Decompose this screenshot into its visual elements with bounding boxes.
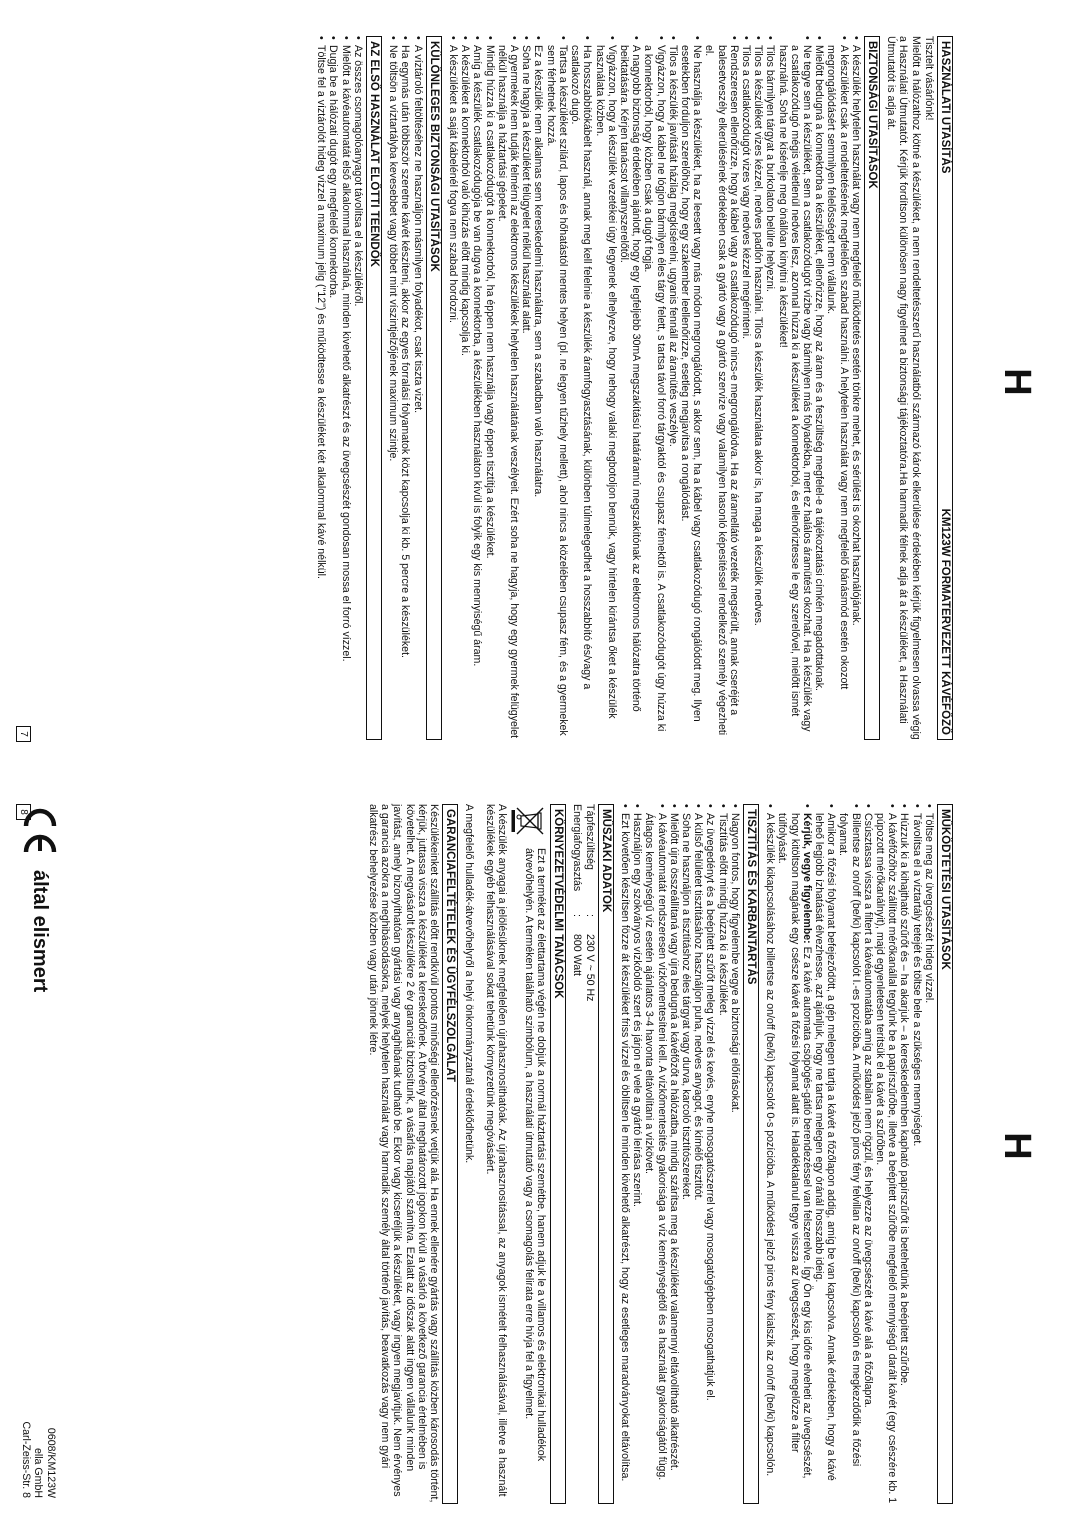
list-item: • A víztároló feltöltéséhez ne használjon másmilyen folyadékot, csak tiszta vizet. bbox=[411, 36, 423, 740]
page-8-content bbox=[366, 804, 958, 1504]
list-item: • A nagyobb biztonság érdekében ajánlott, hogy egy legfeljebb 30mA megszakítású határáramú megszakítónak az elektromos hálózatra történő beiktatására. Kérjen tanácsot villanyszerelőtől. bbox=[618, 36, 642, 740]
company-name: ella GmbH bbox=[32, 1447, 45, 1498]
section-header-tech: MŰSZAKI ADATOK bbox=[598, 804, 614, 1504]
manufacturer-address bbox=[20, 1421, 57, 1498]
spec-label: Energiafogyasztás bbox=[571, 804, 584, 892]
list-item: • Tilos a csatlakozódugót vizes vagy nedves kézzel megérinteni. bbox=[740, 36, 752, 740]
list-item: • Mindig húzza ki a csatlakozódugót a konnektorból, ha éppen nem használja vagy éppen tisztítja a készüléket. bbox=[483, 36, 495, 740]
list-item: • A készüléket a saját kábelénél fogva nem szabad hordozni. bbox=[447, 36, 459, 740]
list-item: • Nagyon fontos, hogy figyelembe vegye a biztonsági előírásokat. bbox=[729, 804, 741, 1504]
section-header-warranty: GARANCIAFELTÉTELEK ÉS ÜGYFÉLSZOLGÁLAT bbox=[442, 804, 458, 1504]
list-item: • Tartsa a készüléket szilárd, lapos és hőhatástól mentes helyen (pl. ne legyen tűzhely mellett), ahol nincs a közelében csupasz fém, és a gyermekek sem férhetnek hozzá. bbox=[545, 36, 569, 740]
list-item: • Tilos a készüléket vizes kézzel, nedves padlón használni. Tilos a készülék használata akkor is, ha maga a készülék nedves. bbox=[752, 36, 764, 740]
list-item: • Soha ne használjon a tisztításhoz éles tárgyat vagy durva, karcoló tisztítószereket. bbox=[680, 804, 692, 1504]
spec-sep: : bbox=[583, 914, 596, 917]
list-item: • Használjon egy szokványos vízkőoldó szert és járjon el vele a gyártó leírása szerint. bbox=[631, 804, 643, 1504]
list-item: • Ne töltsön a víztartályba kevesebbet vagy többet mint víszintjelzőjének maximum szintje. bbox=[387, 36, 399, 740]
list-item: • Rendszeresen ellenőrizze, hogy a kábel vagy a csatlakozódugó nincs-e megrongálódva. Ha az áramellátó vezeték megsérült, annak cseréjét a balesetveszély elkerülésének érdekében csak a gyártó vagy a gyártó szervize vagy valamilyen hasonló képesítéssel rendelkező személy végezheti el. bbox=[703, 36, 740, 740]
list-item: • Ha egymás után többször szeretne kávét készíteni, akkor az egyes forralási folyamatok közt kapcsolja ki kb. 5 percre a készüléket. bbox=[399, 36, 411, 740]
cleaning-list bbox=[619, 804, 741, 1504]
page-7-content bbox=[315, 36, 958, 740]
list-item: • Tisztítás előtt mindig húzza ki a készüléket. bbox=[716, 804, 728, 1504]
operation-list bbox=[764, 804, 935, 1504]
list-item: • Ez a készülék nem alkalmas sem kereskedelmi használatra, sem a szabadban való használatra. bbox=[532, 36, 544, 740]
list-item: • A gyermekek nem tudják felmérni az elektromos készülékek helytelen használatának veszélyeit. Ezért soha ne hagyja, hogy egy gyermek felügyelet nélkül használja a háztartási gépeket. bbox=[496, 36, 520, 740]
safety-list bbox=[447, 36, 862, 740]
list-item: • Amíg a készülék csatlakozódugója be van dugva a konnektorba, a készülékben használaton kívül is folyik egy kis mennyiségű áram. bbox=[471, 36, 483, 740]
section-header-special: KÜLÖNLEGES BIZTONSÁGI UTASÍTÁSOK bbox=[426, 36, 442, 740]
list-item: • A kávéfőzőhöz szállított mérőkanállal tegyünk be a papírszűrőbe, illetve a beépített szűrőbe megfelelő mennyiségű darált kávét (egy csészére kb. 1 púpozott mérőkanálnyit), majd egyenletesen terítsük el a kávét a szűrőben. bbox=[874, 804, 898, 1504]
list-item: • Mielőtt a kávéautomatát első alkalommal használná, minden kivehető alkatrészt és az üvegcsészét gondosan mossa el forró vízzel. bbox=[339, 36, 351, 740]
greeting: Tisztelt vásárlónk! bbox=[922, 36, 935, 121]
list-item: • Ezt követően készítsen fözze át készüléket friss vízzel és öblítsen le minden kivehető alkatrészt, hogy az esetleges maradványokat eltávolítsa. bbox=[619, 804, 631, 1504]
list-item: • Húzzuk ki a kihajtható szűrőt és – ha akarjuk – a kereskedelemben kapható papírszűrőt is betehetünk a beépített szűrőbe. bbox=[898, 804, 910, 1504]
doc-code: 0608/KM123W bbox=[44, 1427, 57, 1498]
list-item: • Tilos a készülék javítását házilag megkísérelni, ugyanis fennáll az áramütés veszélye. bbox=[667, 36, 679, 740]
spec-value: 800 Watt bbox=[571, 934, 584, 977]
list-item: • A külső felületet tisztításához használjon puha, nedves anyagot, és kímélő tisztítót. bbox=[692, 804, 704, 1504]
list-item: • Az üvegedényt és a beépített szűrőt meleg vízzel és kevés, enyhe mosogatószerrel vagy mosogatógépben mosogathatjuk el. bbox=[704, 804, 716, 1504]
manual-header bbox=[937, 36, 953, 740]
list-item: • Az összes csomagolóanyagot távolítsa el a készülékről. bbox=[352, 36, 364, 740]
list-item: • A kávéautomatát rendszeresen vízkőmentesíteni kell. A vízkőmentesítés gyakorisága a víz keménységétől és a használat gyakoriságától függ. Átlagos keménységű víz esetén ajánlatos 3-4 havonta eltávolítani a vízkövet. bbox=[643, 804, 667, 1504]
section-header-operation: MŰKÖDTETÉSI UTASÍTÁSOK bbox=[937, 804, 953, 1504]
ce-text: által elismert bbox=[29, 870, 52, 993]
list-item: • A készülék kikapcsolásához billentse az on/off (be/ki) kapcsolót 0-s pozícióba. A működést jelző piros fény kialszik az on/off (be/ki) kapcsolón. bbox=[764, 804, 776, 1504]
list-item: • Csúsztassa vissza a filtert a kávéautomatába amíg az stabilan nem rögzül, és helyezze az üvegcsészét a kávé alá a főzőlapra. bbox=[862, 804, 874, 1504]
environment-block bbox=[511, 804, 547, 1504]
recycling-paragraph: A készülék anyagai a jelölésüknek megfelelően újrahasznosíthatóak. Az újrahasznosítással, az anyagok ismételt felhasználásával, illetve a használt készülékek egyéb felhasználásával sokat tehetünk környezetünk megóvásáért. bbox=[483, 804, 508, 1497]
section-header-cleaning: TISZTÍTÁS ÉS KARBANTARTÁS bbox=[743, 804, 759, 1504]
street: Carl-Zeiss-Str. 8 bbox=[20, 1421, 33, 1498]
list-item: • Ha hosszabbítókábelt használ, annak meg kell felelnie a készülék áramfogyasztásának, különben túlmelegedhet a hosszabbító és/vagy a csatlakozó dugó. bbox=[569, 36, 593, 740]
list-item: • Tilos bármilyen tárgyat a burkolaton belülre helyezni. bbox=[764, 36, 776, 740]
list-item: • Töltse meg az üvegcsészét hideg vízzel. bbox=[923, 804, 935, 1504]
page-number: 8 bbox=[16, 804, 31, 820]
list-item: • Kérjük, vegye figyelembe: Ez a kávé automata csöpögés-gátló berendezéssel van felszerelve. Így Ön egy kis időre elveheti az üvegcsészét, hogy kitöltson magának egy csésze kávét a főzési folyamat alatt is. Haladéktalanul tegye vissza az üvegcsészét, hogy megelőzze a filter túlfolyását. bbox=[776, 804, 813, 1504]
section-header-environment: KÖRNYEZETVÉDELMI TANÁCSOK bbox=[550, 804, 566, 1504]
environment-text: Ezt a terméket az élettartama végén ne dobjuk a normál háztartási szemétbe, hanem adjuk le a villamos és elektronikai hulladékok átvevőhelyén. A terméken található szimbólum, a használati útmutató vagy a csomagolás felirata erre hívja fel a figyelmet. bbox=[522, 848, 547, 1461]
list-item: • Soha ne hagyja a készüléket felügyelet nélkül használat alatt. bbox=[520, 36, 532, 740]
list-item: • A készüléket a konnektorból való kihúzás előtt mindig kapcsolja ki. bbox=[459, 36, 471, 740]
section-header-safety: BIZTONSÁGI UTASÍTÁSOK bbox=[864, 36, 880, 740]
list-item: • Vigyázzon, hogy a kábel ne lógjon bármilyen éles tárgy felett, s tartsa távol forró tárgyaktól és csupasz fémektől is. A csatlakozódugót úgy húzza ki a konnektorból, hogy közben csak a dugót fogja. bbox=[642, 36, 666, 740]
section-header-first-use: AZ ELSŐ HASZNÁLAT ELŐTTI TEENDŐK bbox=[366, 36, 382, 740]
list-item: • Amikor a főzési folyamat befejeződött, a gép melegen tartja a kávét a főzőlapon addig, amíg be van kapcsolva. Annak érdekében, hogy a kávé leheő legjobb ízhatását élvezhesse, azt ajánljuk, hogy ne tartsa melegen egy óránál hosszabb ideig. bbox=[813, 804, 837, 1504]
page-8 bbox=[0, 764, 1080, 1528]
spec-label: Tápfeszültség bbox=[583, 804, 596, 870]
page-number: 7 bbox=[16, 726, 31, 742]
list-item: • A készüléket csak a rendeltetésének megfelelően szabad használni. A helytelen használat vagy nem megfelelő bánásmód esetén okozott megrongálódásért semmilyen felelősséget nem vállalunk. bbox=[825, 36, 849, 740]
list-item: • Mielőtt újra összeállítaná vagy újra bedugná a kávéfőzőt a hálózatba, mindig szárítsa meg a készüléket valamennyi eltávolítható alkatrészét. bbox=[668, 804, 680, 1504]
language-letter: H bbox=[996, 368, 1038, 396]
model-title: KM123W FORMATERVEZETT KÁVÉFŐZŐ bbox=[939, 508, 951, 735]
list-item: • Vigyázzon, hogy a készülék vezetékei úgy legyenek elhelyezve, hogy nehogy valaki megbotoljon bennük, vagy hirtelen kirántsa őket a készülék használata közben. bbox=[593, 36, 617, 740]
special-list bbox=[387, 36, 424, 740]
intro-paragraph: Mielőtt a hálózathoz kötné a készüléket, a nem rendeltetésszerű használatból származó károk elkerülése érdekében kérjük figyelmesen olvassa végig a Használati Útmutatót. Kérjük fordítson különösen nagy figyelmet a biztonsági tájékoztatóra.Ha harmadik félnek adja át a készüléket, a Használati Útmutatót is adja át. bbox=[885, 36, 922, 740]
list-item: • Töltse fel a víztárolót hideg vízzel a maximum jelig ("12") és működtesse a készüléket két alkalommal kávé nélkül. bbox=[315, 36, 327, 740]
ce-certification bbox=[20, 804, 60, 992]
list-item: • Ne használja a készüléket, ha az leesett vagy más módon megrongálódott, s akkor sem, ha a kábel vagy csatlakozódugó rongálódott meg. Ilyen esetekben forduljon szerelőhöz, hogy egy szakember leellenőrizze, esetleg megjavítsa a rongálódást. bbox=[679, 36, 703, 740]
list-item: • Dugja be a hálózati dugót egy megfelelő konnektorba. bbox=[327, 36, 339, 740]
language-letter: H bbox=[996, 1132, 1038, 1160]
manual-title: HASZNÁLATI UTASÍTÁS bbox=[939, 41, 951, 174]
list-item: • Mielőtt bedugná a konnektorba a készüléket, ellenőrizze, hogy az áram és a feszültség megfelel-e a tájékoztatási címkén megadottaknak. bbox=[813, 36, 825, 740]
list-item: • Ne tegye sem a készüléket, sem a csatlakozódugót vízbe vagy bármilyen más folyadékba, mert ez halálos áramütést okozhat. Ha a készülék vagy a csatlakozódugó mégis véletlenül nedves lesz, azonnal húzza ki a készüléket a konnektorból, és ellenőriztesse le egy szerelővel, mielőtt ismét használná. Soha ne kísérelje meg önállóan kinyitni a készüléket! bbox=[776, 36, 813, 740]
tech-specs bbox=[571, 804, 595, 1504]
spec-value: 230 V ~ 50 Hz bbox=[583, 934, 596, 1002]
warranty-paragraph: Készülékeinket szállítás előtt rendkívül pontos minőségi ellenőrzésnek vetjük alá. Ha ennek ellenére gyártás vagy szállítás közben károsodás történt, kérjük, juttassa vissza a készüléket a kereskedőnek. A törvény által meghatározott jogokon kívül a vásárló a következő garancia értelmében is követelhet. A megvásárolt készülékre 2 év garanciát biztosítunk, a vásárlás napjától számítva. Ezalatt az időszak alatt ingyen vállalunk minden javítást, amely bizonyíthatóan gyártási vagy anyaghibának tudható be. Ekkor vagy kicseréljük a készüléket, vagy ingyen megjavítjuk. Nem érvényes a garancia azokra a meghibásodásokra, melyek helytelen használat vagy harmadik személy által történő javítás, beavatkozás vagy nem gyári alkatrész behelyezése közben vagy után jönnek létre. bbox=[367, 804, 441, 1503]
crossed-out-wheelie-bin-icon bbox=[511, 804, 547, 838]
list-item: • A készülék helytelen használat vagy nem megfelelő működtetés esetén tönkre mehet, és sérülést is okozhat használójának. bbox=[850, 36, 862, 740]
spec-sep: : bbox=[571, 914, 584, 917]
first-use-list bbox=[315, 36, 364, 740]
list-item: • Távolítsa el a víztartály tetejét és töltse bele a szükséges mennyiséget. bbox=[910, 804, 922, 1504]
local-authority-paragraph: A megfelelő hulladék-átvevőhelyről a helyi önkormányzatnál érdeklődhetünk. bbox=[463, 804, 476, 1164]
list-item: • Billentse az on/off (be/ki) kapcsolót I.-es pozícióba. A működést jelző piros fény felvillan az on/off (be/ki) kapcsolón és megkezdődik a főzési folyamat. bbox=[837, 804, 861, 1504]
